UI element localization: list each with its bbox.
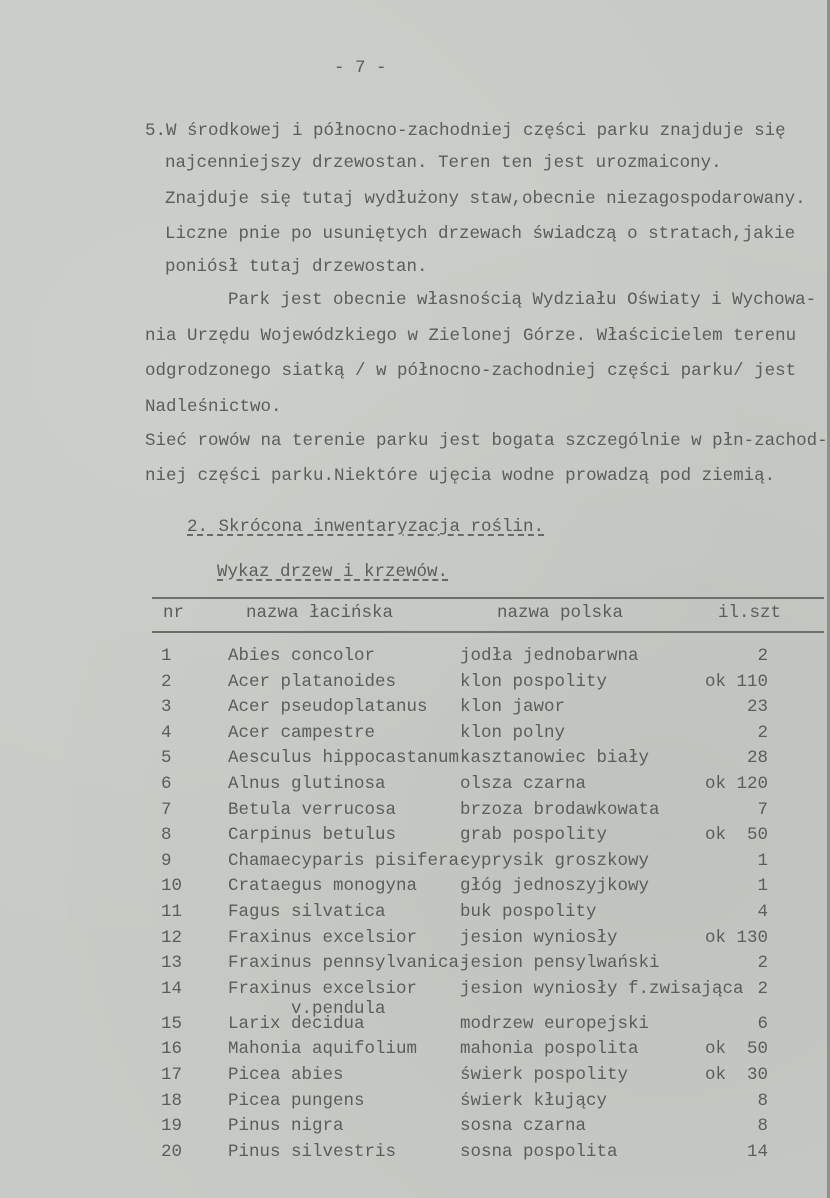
table-title: Wykaz drzew i krzewów.: [217, 562, 449, 582]
polish-name: klon jawor: [460, 697, 566, 718]
latin-name: Fraxinus pennsylvanica-: [228, 953, 470, 974]
row-number: 3: [161, 697, 172, 718]
table-row: [0, 978, 830, 1019]
row-number: 1: [161, 646, 172, 666]
row-number: 10: [161, 876, 183, 897]
row-number: 12: [161, 927, 183, 948]
quantity: 2: [757, 722, 768, 743]
polish-name: klon pospolity: [460, 671, 608, 692]
quantity: ok 110: [704, 671, 768, 692]
quantity: 8: [757, 1116, 768, 1137]
polish-name: świerk kłujący: [460, 1090, 608, 1111]
table-row: [0, 748, 830, 772]
paragraph-line: 5.W środkowej i północno-zachodniej części parku znajduje się: [145, 121, 786, 141]
paragraph-line: poniósł tutaj drzewostan.: [165, 257, 428, 277]
row-number: 11: [161, 902, 183, 922]
latin-name: Acer campestre: [228, 722, 376, 743]
polish-name: głóg jednoszyjkowy: [460, 876, 650, 897]
header-quantity: il.szt: [718, 603, 782, 623]
latin-name: Pinus silvestris: [228, 1141, 397, 1162]
header-latin-name: nazwa łacińska: [246, 603, 394, 623]
page-number: - 7 -: [334, 58, 387, 78]
table-row: [0, 697, 830, 721]
latin-name: Carpinus betulus: [228, 825, 397, 846]
table-row: [0, 672, 830, 696]
quantity: 2: [757, 978, 768, 999]
latin-name: Fagus silvatica: [228, 902, 386, 922]
quantity: ok 130: [704, 927, 768, 948]
quantity: 1: [757, 850, 768, 871]
section-heading: 2. Skrócona inwentaryzacja roślin.: [187, 517, 545, 537]
quantity: ok 50: [704, 825, 768, 846]
latin-name: Picea pungens: [228, 1090, 365, 1111]
latin-name: Picea abies: [228, 1065, 344, 1085]
header-polish-name: nazwa polska: [497, 603, 624, 623]
row-number: 19: [161, 1116, 183, 1137]
quantity: ok 120: [704, 774, 768, 794]
quantity: 7: [757, 799, 768, 820]
quantity: 2: [757, 646, 768, 666]
polish-name: sosna czarna: [460, 1116, 587, 1137]
paragraph-line: Park jest obecnie własnością Wydziału Oświaty i Wychowa-: [228, 290, 817, 310]
polish-name: jodła jednobarwna: [460, 646, 639, 666]
polish-name: mahonia pospolita: [460, 1039, 639, 1060]
row-number: 4: [161, 722, 172, 743]
latin-name: Abies concolor: [228, 646, 376, 666]
paragraph-line: odgrodzonego siatką / w północno-zachodniej części parku/ jest: [145, 361, 797, 381]
table-row: [0, 646, 830, 670]
latin-name: Alnus glutinosa: [228, 774, 386, 794]
row-number: 9: [161, 850, 172, 871]
row-number: 7: [161, 799, 172, 820]
table-row: [0, 825, 830, 849]
row-number: 17: [161, 1065, 183, 1085]
table-row: [0, 1039, 830, 1063]
latin-name: Aesculus hippocastanum-: [228, 748, 470, 769]
polish-name: brzoza brodawkowata: [460, 799, 660, 820]
table-row: [0, 876, 830, 900]
latin-name: Acer platanoides: [228, 671, 397, 692]
table-header-rule: [152, 631, 824, 633]
latin-name: Chamaecyparis pisifera-: [228, 850, 470, 871]
table-row: [0, 1091, 830, 1115]
row-number: 20: [161, 1141, 183, 1162]
polish-name: kasztanowiec biały: [460, 748, 650, 769]
latin-name: Acer pseudoplatanus: [228, 697, 428, 718]
polish-name: olsza czarna: [460, 774, 587, 794]
paragraph-line: Sieć rowów na terenie parku jest bogata szczególnie w płn-zachod-: [145, 431, 828, 451]
polish-name: świerk pospolity: [460, 1065, 629, 1085]
row-number: 15: [161, 1013, 183, 1034]
polish-name: jesion wyniosły f.zwisająca: [460, 978, 744, 999]
quantity: 23: [746, 697, 768, 718]
quantity: 2: [757, 953, 768, 974]
table-row: [0, 774, 830, 798]
latin-name: Larix decidua: [228, 1013, 365, 1034]
row-number: 13: [161, 953, 183, 974]
table-row: [0, 723, 830, 747]
latin-name: Pinus nigra: [228, 1116, 344, 1137]
polish-name: buk pospolity: [460, 902, 597, 922]
quantity: ok 30: [704, 1065, 768, 1085]
quantity: 14: [746, 1141, 768, 1162]
row-number: 6: [161, 774, 172, 794]
quantity: 4: [757, 902, 768, 922]
latin-name: Fraxinus excelsior: [228, 927, 418, 948]
table-row: [0, 1116, 830, 1140]
polish-name: grab pospolity: [460, 825, 608, 846]
polish-name: sosna pospolita: [460, 1141, 618, 1162]
quantity: 1: [757, 876, 768, 897]
polish-name: cyprysik groszkowy: [460, 850, 650, 871]
paragraph-line: nia Urzędu Wojewódzkiego w Zielonej Górze. Właścicielem terenu: [145, 326, 797, 346]
quantity: 8: [757, 1090, 768, 1111]
table-row: [0, 953, 830, 977]
row-number: 16: [161, 1039, 183, 1060]
row-number: 18: [161, 1090, 183, 1111]
latin-name: Crataegus monogyna: [228, 876, 418, 897]
paragraph-line: Nadleśnictwo.: [145, 397, 282, 417]
paragraph-line: najcenniejszy drzewostan. Teren ten jest urozmaicony.: [165, 153, 722, 173]
quantity: 28: [746, 748, 768, 769]
latin-name: Mahonia aquifolium: [228, 1039, 418, 1060]
paragraph-line: Liczne pnie po usuniętych drzewach świadczą o stratach,jakie: [165, 224, 796, 244]
table-row: [0, 1014, 830, 1038]
polish-name: klon polny: [460, 722, 566, 743]
polish-name: jesion wyniosły: [460, 927, 618, 948]
row-number: 8: [161, 825, 172, 846]
table-row: [0, 928, 830, 952]
table-row: [0, 902, 830, 926]
table-row: [0, 800, 830, 824]
row-number: 2: [161, 671, 172, 692]
paragraph-line: Znajduje się tutaj wydłużony staw,obecnie niezagospodarowany.: [165, 189, 806, 209]
header-nr: nr: [163, 603, 185, 623]
table-row: [0, 1142, 830, 1166]
table-top-rule: [152, 597, 824, 599]
quantity: ok 50: [704, 1039, 768, 1060]
paragraph-line: niej części parku.Niektóre ujęcia wodne prowadzą pod ziemią.: [145, 466, 776, 486]
latin-name: Betula verrucosa: [228, 799, 397, 820]
latin-name: Fraxinus excelsior v.pendula: [228, 978, 418, 1019]
table-row: [0, 851, 830, 875]
polish-name: modrzew europejski: [460, 1013, 650, 1034]
row-number: 14: [161, 978, 183, 999]
table-row: [0, 1065, 830, 1089]
polish-name: jesion pensylwański: [460, 953, 660, 974]
row-number: 5: [161, 748, 172, 769]
quantity: 6: [757, 1013, 768, 1034]
